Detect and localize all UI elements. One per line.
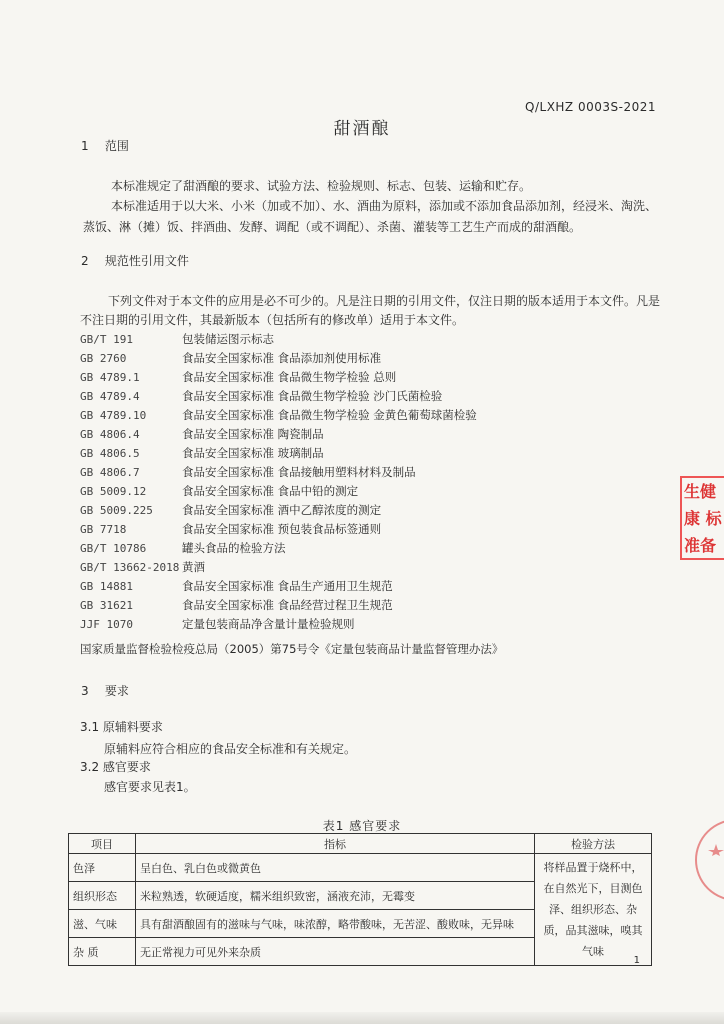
reference-code: GB 5009.12: [80, 485, 147, 498]
reference-code: GB 4789.1: [80, 371, 140, 384]
reference-code: GB/T 13662-2018: [80, 561, 180, 574]
reference-item: [80, 501, 680, 520]
reference-code: GB 4789.10: [80, 409, 147, 422]
scan-edge: [0, 1012, 724, 1024]
reference-code: JJF 1070: [80, 618, 133, 631]
reference-name: 包装储运图示标志: [182, 332, 274, 346]
table-row: [69, 854, 652, 882]
reference-item: [80, 539, 680, 558]
section-3-heading: [81, 682, 129, 699]
table-caption: 表1 感官要求: [322, 819, 402, 833]
reference-name: 食品安全国家标准 食品经营过程卫生规范: [182, 598, 393, 612]
registration-stamp: 生健康 标准备: [680, 476, 724, 560]
inspection-method: 将样品置于烧杯中，在自然光下，目测色泽、组织形态、杂质，品其滋味，嗅其气味: [535, 854, 652, 966]
reference-item: [80, 577, 680, 596]
reference-item: [80, 387, 680, 406]
reference-code: GB 4806.5: [80, 447, 140, 460]
reference-code: GB 4806.7: [80, 466, 140, 479]
section-1-paragraph-2: 本标准适用于以大米、小米（加或不加）、水、酒曲为原料，添加或不添加食品添加剂，经浸米、淘洗、蒸饭、淋（摊）饭、拌酒曲、发酵、调配（或不调配）、杀菌、灌装等工艺生产而成的甜酒酿。: [83, 199, 658, 234]
subsection-3-2-heading: 3.2 感官要求: [80, 760, 151, 774]
reference-name: 食品安全国家标准 玻璃制品: [182, 446, 324, 460]
reference-item: [80, 596, 680, 615]
reference-code: GB 7718: [80, 523, 127, 536]
reference-name: 食品安全国家标准 食品微生物学检验 金黄色葡萄球菌检验: [182, 408, 477, 422]
document-title: 甜酒酿: [333, 119, 391, 139]
reference-code: GB 31621: [80, 599, 133, 612]
reference-item: [80, 463, 680, 482]
subsection-3-2-text: 感官要求见表1。: [104, 780, 196, 794]
reference-name: 食品安全国家标准 食品微生物学检验 沙门氏菌检验: [182, 389, 443, 403]
reference-decree: 国家质量监督检验检疫总局（2005）第75号令《定量包装商品计量监督管理办法》: [80, 642, 504, 656]
reference-name: 食品安全国家标准 食品生产通用卫生规范: [182, 579, 393, 593]
section-1-paragraph-1: 本标准规定了甜酒酿的要求、试验方法、检验规则、标志、包装、运输和贮存。: [111, 179, 532, 193]
row-item: 滋、气味: [69, 910, 136, 938]
reference-name: 食品安全国家标准 食品添加剂使用标准: [182, 351, 382, 365]
row-item: 杂 质: [69, 938, 136, 966]
section-number: 1: [81, 139, 89, 153]
subsection-3-1-heading: 3.1 原辅料要求: [80, 720, 163, 734]
row-requirement: 无正常视力可见外来杂质: [136, 938, 535, 966]
section-2-intro: 下列文件对于本文件的应用是必不可少的。凡是注日期的引用文件，仅注日期的版本适用于本文件。凡是不注日期的引用文件，其最新版本（包括所有的修改单）适用于本文件。: [80, 294, 661, 327]
section-number: 3: [81, 684, 89, 698]
row-requirement: 米粒熟透，软硬适度，糯米组织致密，涵液充沛，无霉变: [136, 882, 535, 910]
reference-item: [80, 444, 680, 463]
sensory-requirements-table: [68, 833, 652, 966]
reference-name: 黄酒: [182, 560, 205, 574]
reference-item: [80, 425, 680, 444]
row-item: 色泽: [69, 854, 136, 882]
reference-name: 食品安全国家标准 酒中乙醇浓度的测定: [182, 503, 382, 517]
section-1-heading: [81, 137, 129, 154]
header-method: 检验方法: [535, 834, 652, 854]
reference-code: GB 14881: [80, 580, 133, 593]
page-number: 1: [633, 955, 640, 966]
row-requirement: 具有甜酒酿固有的滋味与气味，味浓醇，略带酸味，无苦涩、酸败味，无异味: [136, 910, 535, 938]
reference-code: GB 5009.225: [80, 504, 153, 517]
reference-code: GB/T 191: [80, 333, 133, 346]
row-item: 组织形态: [69, 882, 136, 910]
standard-code: Q/LXHZ 0003S-2021: [525, 100, 656, 114]
reference-name: 食品安全国家标准 食品微生物学检验 总则: [182, 370, 397, 384]
section-title: 要求: [104, 684, 129, 698]
reference-name: 罐头食品的检验方法: [182, 541, 286, 555]
header-requirement: 指标: [136, 834, 535, 854]
section-title: 范围: [104, 139, 129, 153]
row-requirement: 呈白色、乳白色或微黄色: [136, 854, 535, 882]
reference-code: GB 4806.4: [80, 428, 140, 441]
reference-name: 定量包装商品净含量计量检验规则: [182, 617, 355, 631]
reference-name: 食品安全国家标准 陶瓷制品: [182, 427, 324, 441]
red-seal-icon: [694, 800, 724, 920]
section-title: 规范性引用文件: [104, 254, 189, 268]
reference-name: 食品安全国家标准 食品中铅的测定: [182, 484, 359, 498]
table-header-row: [69, 834, 652, 854]
reference-item: [80, 482, 680, 501]
reference-item: [80, 520, 680, 539]
reference-item: [80, 349, 680, 368]
subsection-3-1-text: 原辅料应符合相应的食品安全标准和有关规定。: [104, 742, 357, 756]
reference-item: [80, 558, 680, 577]
reference-name: 食品安全国家标准 食品接触用塑料材料及制品: [182, 465, 416, 479]
section-2-heading: [81, 252, 189, 269]
reference-item: [80, 615, 680, 634]
reference-code: GB 2760: [80, 352, 127, 365]
reference-code: GB/T 10786: [80, 542, 147, 555]
header-item: 项目: [69, 834, 136, 854]
reference-item: [80, 406, 680, 425]
reference-name: 食品安全国家标准 预包装食品标签通则: [182, 522, 382, 536]
reference-item: [80, 368, 680, 387]
section-number: 2: [81, 254, 89, 268]
reference-item: [80, 330, 680, 349]
reference-code: GB 4789.4: [80, 390, 140, 403]
